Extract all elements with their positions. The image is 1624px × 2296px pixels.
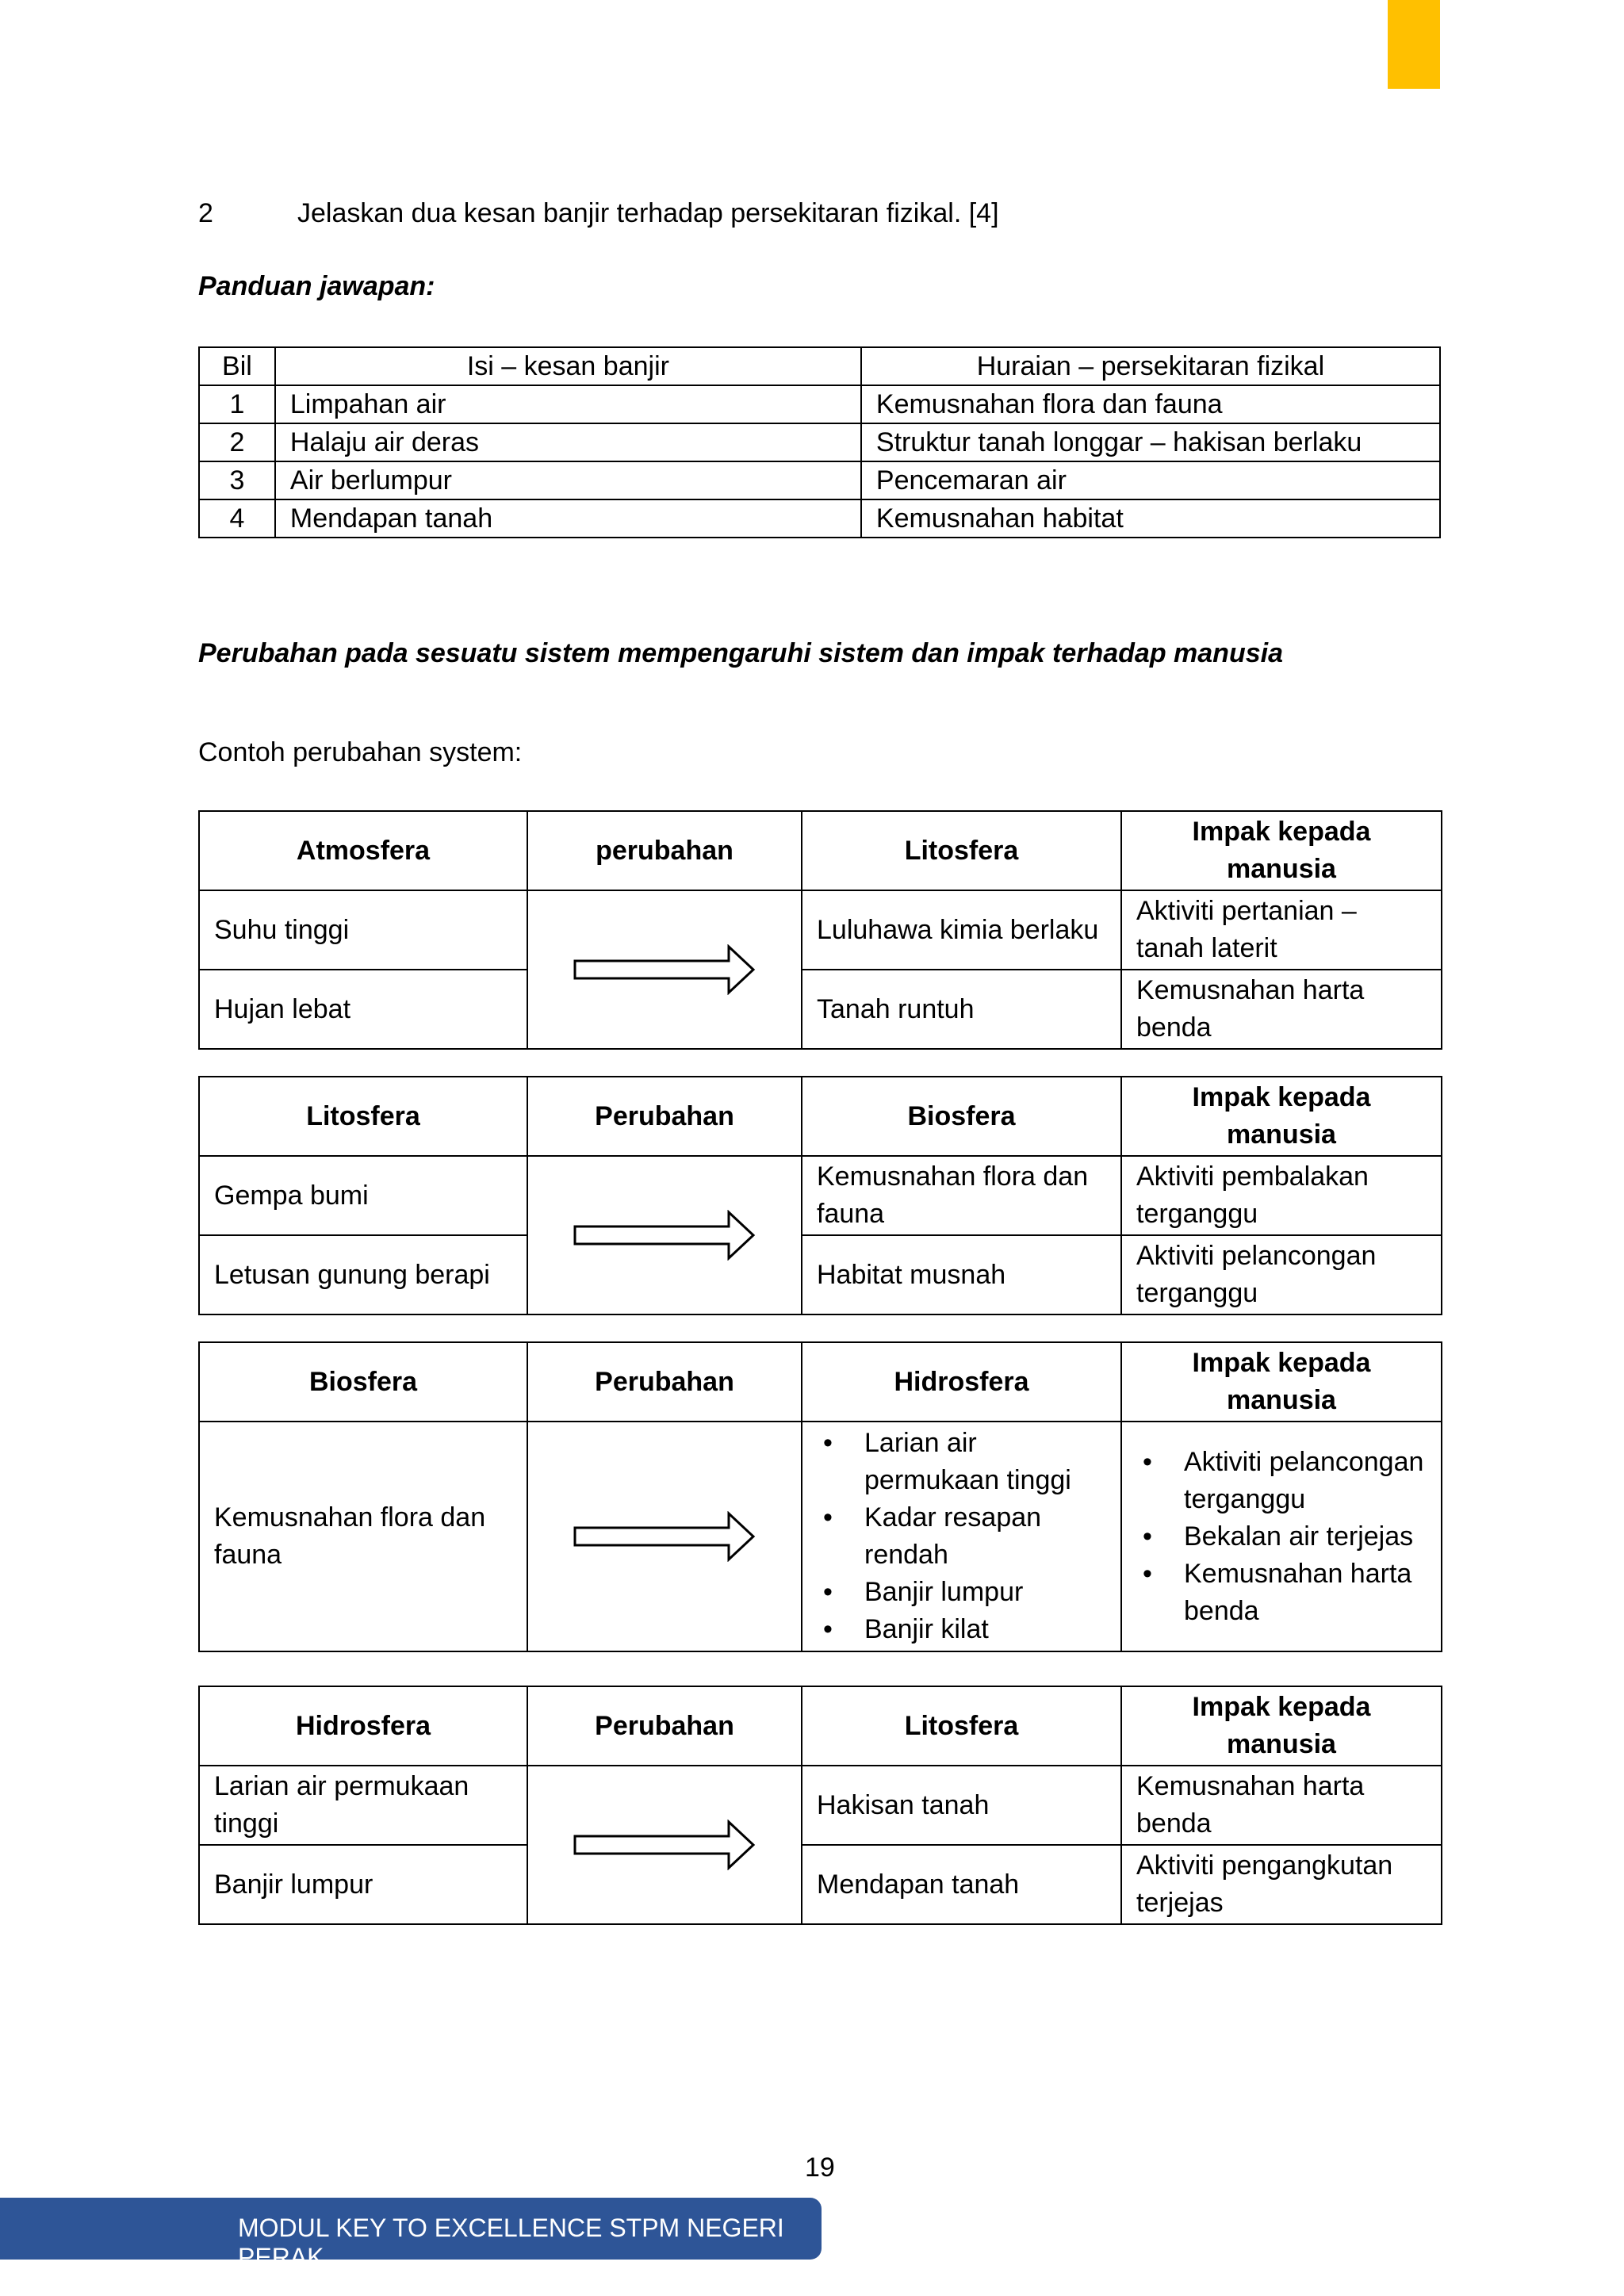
table-cell: Struktur tanah longgar – hakisan berlaku [861,423,1440,461]
header-cell: Litosfera [802,1686,1121,1766]
table-cell: Kemusnahan flora dan fauna [861,385,1440,423]
header-cell: Isi – kesan banjir [275,347,861,385]
footer-text: MODUL KEY TO EXCELLENCE STPM NEGERI PERAK [238,2214,784,2271]
table-cell: 4 [199,499,275,538]
table-row [199,385,1440,423]
table-cell: Luluhawa kimia berlaku [802,890,1121,970]
table-cell: 1 [199,385,275,423]
table-row [199,1235,1442,1314]
table-cell: Limpahan air [275,385,861,423]
system-table-4 [198,1686,1442,1925]
table-header-row [199,1686,1442,1766]
arrow-cell [527,1156,802,1314]
system-table-3 [198,1341,1442,1652]
right-arrow-icon [573,1511,756,1562]
header-cell: Biosfera [199,1342,527,1422]
table-cell: Kemusnahan flora dan fauna [199,1422,527,1651]
table-cell: 3 [199,461,275,499]
table-cell: Kemusnahan harta benda [1121,1766,1442,1845]
page-number: 19 [805,2152,835,2183]
header-cell: Impak kepada manusia [1121,811,1442,890]
header-cell: perubahan [527,811,802,890]
table-row [199,1156,1442,1235]
header-cell: Litosfera [199,1077,527,1156]
answer-table [198,346,1441,538]
table-cell: Air berlumpur [275,461,861,499]
system-table-2 [198,1076,1442,1315]
table-cell: Habitat musnah [802,1235,1121,1314]
header-cell: Biosfera [802,1077,1121,1156]
section-title: Perubahan pada sesuatu sistem mempengaruhi sistem dan impak terhadap manusia [198,638,1283,668]
table-row [199,499,1440,538]
table-cell: Kemusnahan harta benda [1121,970,1442,1049]
table-cell: Letusan gunung berapi [199,1235,527,1314]
system-table-1 [198,810,1442,1050]
table-row [199,890,1442,970]
table-cell: Kemusnahan flora dan fauna [802,1156,1121,1235]
question-number: 2 [198,198,213,228]
yellow-tab-marker [1388,0,1440,89]
table-cell: Kemusnahan habitat [861,499,1440,538]
list-item: • Kemusnahan harta benda [1136,1556,1427,1630]
right-arrow-icon [573,1820,756,1870]
table-cell: Gempa bumi [199,1156,527,1235]
table-row [199,970,1442,1049]
header-cell: Bil [199,347,275,385]
question-text: Jelaskan dua kesan banjir terhadap persekitaran fizikal. [4] [297,198,999,228]
table-cell: Aktiviti pembalakan terganggu [1121,1156,1442,1235]
table-cell: Tanah runtuh [802,970,1121,1049]
table-row [199,461,1440,499]
header-cell: Hidrosfera [802,1342,1121,1422]
table-cell: Mendapan tanah [802,1845,1121,1924]
header-cell: Impak kepada manusia [1121,1686,1442,1766]
example-label: Contoh perubahan system: [198,737,523,767]
table-cell: Pencemaran air [861,461,1440,499]
table-cell: Banjir lumpur [199,1845,527,1924]
table-header-row [199,811,1442,890]
header-cell: Perubahan [527,1342,802,1422]
list-item: • Kadar resapan rendah [817,1499,1106,1574]
table-cell: Suhu tinggi [199,890,527,970]
arrow-cell [527,890,802,1049]
footer-banner [0,2198,822,2271]
header-cell: Atmosfera [199,811,527,890]
header-cell: Hidrosfera [199,1686,527,1766]
right-arrow-icon [573,1210,756,1261]
table-cell: Larian air permukaan tinggi [199,1766,527,1845]
list-item: • Aktiviti pelancongan terganggu [1136,1444,1427,1518]
table-cell: Aktiviti pengangkutan terjejas [1121,1845,1442,1924]
table-row [199,1766,1442,1845]
list-item: • Bekalan air terjejas [1136,1518,1427,1556]
impacts-cell [1121,1422,1442,1651]
table-header-row [199,347,1440,385]
table-cell: Hakisan tanah [802,1766,1121,1845]
impacts-list [1136,1444,1427,1630]
table-cell: Mendapan tanah [275,499,861,538]
effects-cell [802,1422,1121,1651]
effects-list [817,1425,1106,1648]
header-cell: Impak kepada manusia [1121,1342,1442,1422]
table-cell: Halaju air deras [275,423,861,461]
arrow-cell [527,1422,802,1651]
table-row [199,1845,1442,1924]
arrow-cell [527,1766,802,1924]
table-row [199,423,1440,461]
table-header-row [199,1077,1442,1156]
header-cell: Perubahan [527,1077,802,1156]
guide-label: Panduan jawapan: [198,271,435,301]
header-cell: Perubahan [527,1686,802,1766]
table-row [199,1422,1442,1651]
list-item: • Larian air permukaan tinggi [817,1425,1106,1499]
list-item: • Banjir kilat [817,1611,1106,1648]
table-cell: Hujan lebat [199,970,527,1049]
right-arrow-icon [573,944,756,995]
header-cell: Litosfera [802,811,1121,890]
header-cell: Huraian – persekitaran fizikal [861,347,1440,385]
list-item: • Banjir lumpur [817,1574,1106,1611]
table-cell: Aktiviti pelancongan terganggu [1121,1235,1442,1314]
table-cell: 2 [199,423,275,461]
header-cell: Impak kepada manusia [1121,1077,1442,1156]
table-header-row [199,1342,1442,1422]
table-cell: Aktiviti pertanian – tanah laterit [1121,890,1442,970]
